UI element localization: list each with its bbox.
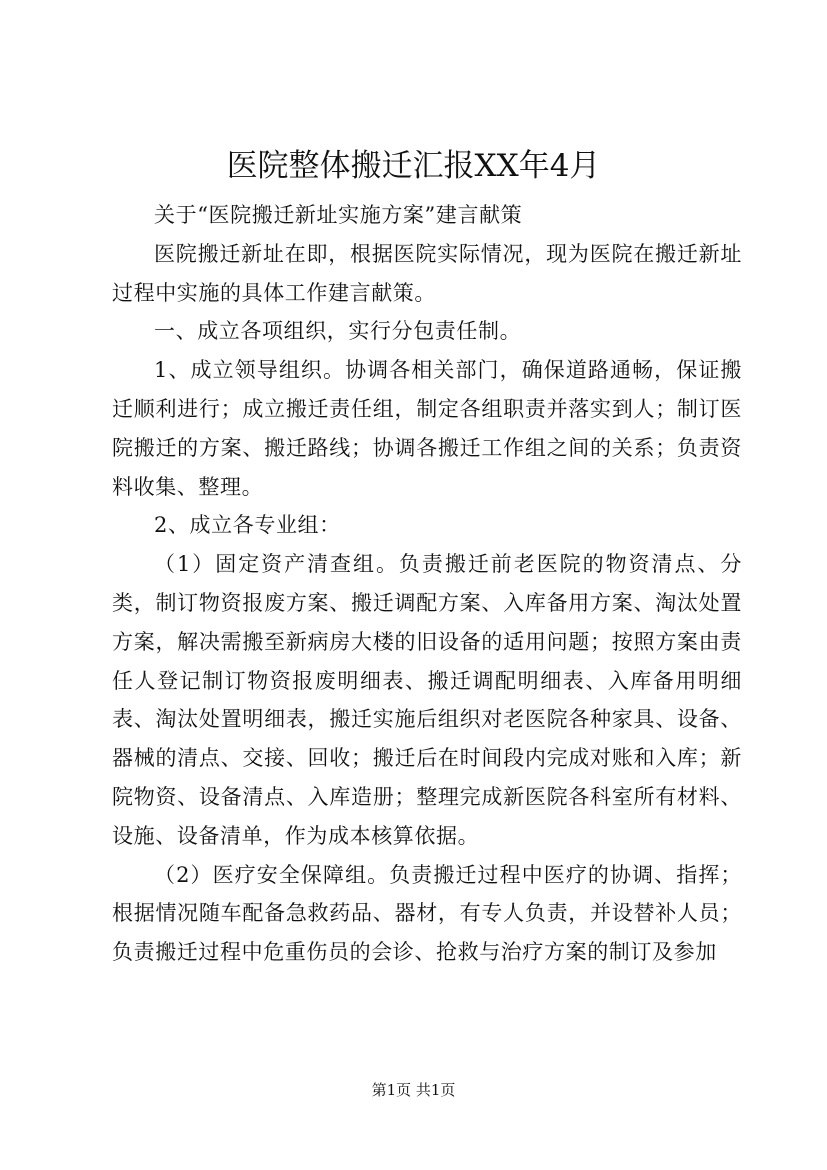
paragraph-subitem-1: （1）固定资产清查组。负责搬迁前老医院的物资清点、分类，制订物资报废方案、搬迁调配方案、入库备用方案、淘汰处置方案，解决需搬至新病房大楼的旧设备的适用问题；按照方案由责任人登记制订物资报废明细表、搬迁调配明细表、入库备用明细表、淘汰处置明细表，搬迁实施后组织对老医院各种家具、设备、器械的清点、交接、回收；搬迁后在时间段内完成对账和入库；新院物资、设备清点、入库造册；整理完成新医院各科室所有材料、设施、设备清单，作为成本核算依据。 (112, 552, 742, 848)
page-number-footer: 第1页 共1页 (371, 1081, 456, 1099)
paragraph-subitem-2: （2）医疗安全保障组。负责搬迁过程中医疗的协调、指挥；根据情况随车配备急救药品、器材，有专人负责，并设替补人员；负责搬迁过程中危重伤员的会诊、抢救与治疗方案的制订及参加 (112, 862, 742, 965)
paragraph-intro: 医院搬迁新址在即，根据医院实际情况，现为医院在搬迁新址过程中实施的具体工作建言献策。 (112, 241, 742, 305)
paragraph-item-2: 2、成立各专业组： (154, 513, 341, 538)
paragraph-subject: 关于“医院搬迁新址实施方案”建言献策 (154, 203, 523, 227)
paragraph-section-heading: 一、成立各项组织，实行分包责任制。 (154, 319, 522, 344)
paragraph-item-1: 1、成立领导组织。协调各相关部门，确保道路通畅，保证搬迁顺利进行；成立搬迁责任组，制定各组职责并落实到人；制订医院搬迁的方案、搬迁路线；协调各搬迁工作组之间的关系；负责资料收集、整理。 (112, 358, 742, 499)
document-title: 医院整体搬迁汇报XX年4月 (226, 148, 601, 184)
document-body (112, 196, 742, 972)
